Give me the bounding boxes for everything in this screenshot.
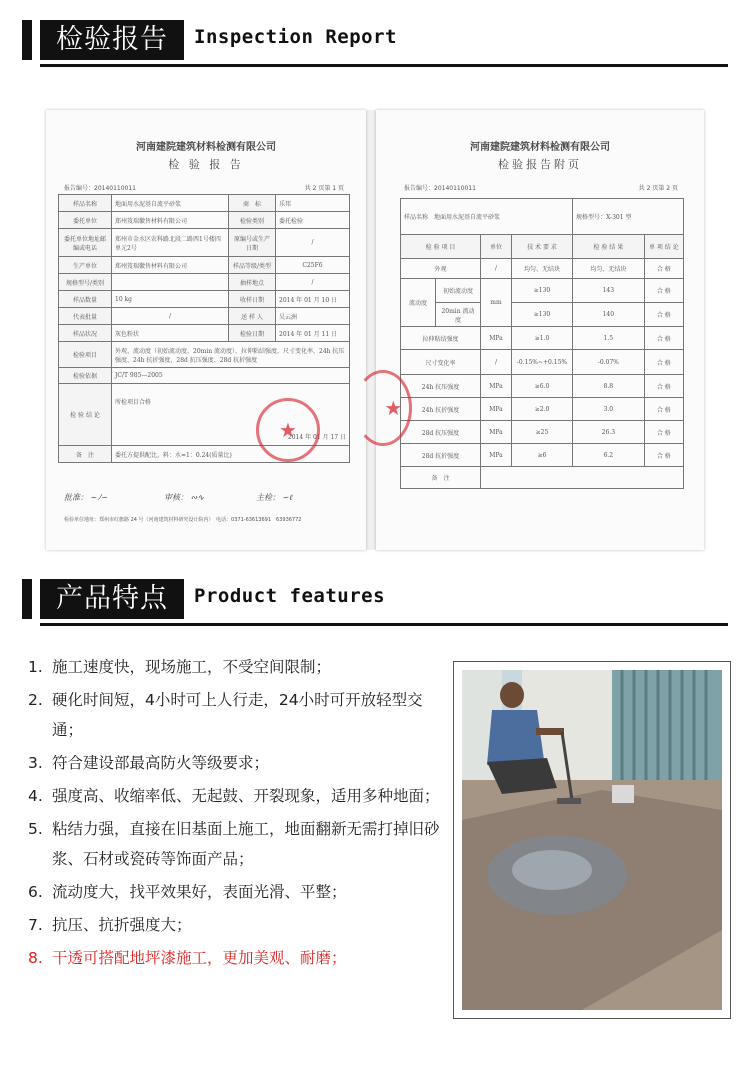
cell: 尺寸变化率 [401, 350, 481, 375]
cell: 代表批量 [59, 308, 112, 325]
cell: 生产单位 [59, 257, 112, 274]
feature-text: 粘结力强，直接在旧基面上施工，地面翻新无需打掉旧砂浆、石材或瓷砖等饰面产品； [52, 820, 440, 868]
cell: 初始流动度 [436, 279, 481, 303]
cell: 检 验 项 目 [401, 235, 481, 259]
section-title-en: Product features [194, 585, 386, 607]
feature-number: 1. [28, 658, 43, 676]
cell: mm [481, 279, 512, 327]
main-check-label: 主检： [256, 493, 280, 502]
feature-number: 2. [28, 691, 43, 709]
cell: 检验依据 [59, 368, 112, 384]
cell: 郑州笈瑞徽售材料有限公司 [112, 257, 229, 274]
cell: 委托单位地址邮编或电话 [59, 229, 112, 257]
feature-number: 4. [28, 787, 43, 805]
cell: ≥130 [512, 303, 573, 327]
cell: 合 格 [644, 375, 683, 398]
cell: C25F6 [276, 257, 350, 274]
doc2-title: 检验报告附页 [498, 158, 582, 171]
cell: ≥130 [512, 279, 573, 303]
inspection-documents [46, 110, 704, 550]
cell: MPa [481, 398, 512, 421]
doc2-report-no: 报告编号：20140110011 [404, 185, 476, 192]
construction-photo-frame [453, 661, 731, 1019]
doc2-org: 河南建院建筑材料检测有限公司 [470, 142, 610, 153]
feature-item [28, 910, 448, 940]
official-seal: ★ [256, 398, 320, 462]
cell: 送 样 人 [229, 308, 276, 325]
cell: 143 [573, 279, 645, 303]
approve-signature: 批准： ∼ﾉ∽ [64, 493, 108, 502]
feature-item [28, 814, 448, 874]
cell: MPa [481, 421, 512, 444]
cell: 商 标 [229, 195, 276, 212]
cell: / [481, 259, 512, 279]
section-header-features [22, 579, 728, 619]
cell: 样品数量 [59, 291, 112, 308]
cell: 备 注 [401, 467, 481, 489]
feature-number: 5. [28, 820, 43, 838]
feature-item [28, 781, 448, 811]
inspection-report-page-2 [376, 110, 704, 550]
cell: 样品等级/类型 [229, 257, 276, 274]
cell: 地面用水泥基自流平砂浆 [112, 195, 229, 212]
feature-text: 硬化时间短，4小时可上人行走，24小时可开放轻型交通； [52, 691, 423, 739]
cell: MPa [481, 444, 512, 467]
cell: 合 格 [644, 259, 683, 279]
cell: 28d 抗压强度 [401, 421, 481, 444]
feature-text: 施工速度快，现场施工，不受空间限制； [52, 658, 332, 676]
cell: MPa [481, 327, 512, 350]
doc1-pages: 共 2 页第 1 页 [304, 185, 344, 192]
doc1-footer: 检验单位地址：郑州市红旗路 24 号（河南建筑材料研究设计院内） 电话：0371-63613691 63936772 [64, 517, 302, 523]
self-leveling-floor-photo [462, 670, 722, 1010]
cell: 均匀、无结块 [512, 259, 573, 279]
cell: 合 格 [644, 303, 683, 327]
cell: 2014 年 01 月 10 日 [276, 291, 350, 308]
construction-photo [462, 670, 722, 1010]
main-check-signature: 主检： ∽ℓ [256, 493, 293, 502]
cell: 6.2 [573, 444, 645, 467]
cell: 检验项目 [59, 342, 112, 368]
cell: 郑州笈瑞徽售材料有限公司 [112, 212, 229, 229]
cell: 合 格 [644, 279, 683, 303]
cell: 外观 [401, 259, 481, 279]
cell: 规格型号：X-301 型 [573, 199, 684, 235]
cell: 8.8 [573, 375, 645, 398]
feature-item [28, 748, 448, 778]
inspection-report-page-1 [46, 110, 366, 550]
cell: / [481, 350, 512, 375]
feature-number: 8. [28, 949, 43, 967]
feature-text: 强度高、收缩率低、无起鼓、开裂现象，适用多种地面； [52, 787, 440, 805]
feature-item [28, 652, 448, 682]
doc1-org: 河南建院建筑材料检测有限公司 [136, 142, 276, 153]
cell: 拉伸粘结强度 [401, 327, 481, 350]
cell: 检验类别 [229, 212, 276, 229]
cell: 郑州市金水区农科路北段二路西1号楼四单元2号 [112, 229, 229, 257]
cell: ≥25 [512, 421, 573, 444]
feature-number: 7. [28, 916, 43, 934]
cell: 收样日期 [229, 291, 276, 308]
cell [112, 274, 229, 291]
approve-label: 批准： [64, 493, 88, 502]
cell: 1.5 [573, 327, 645, 350]
cell: 单位 [481, 235, 512, 259]
cell: 2014 年 01 月 11 日 [276, 325, 350, 342]
cell: / [276, 274, 350, 291]
cell: 原编号或生产日期 [229, 229, 276, 257]
sample-name-value: 地面用水泥基自流平砂浆 [434, 214, 501, 221]
cell: 检 验 结 果 [573, 235, 645, 259]
cell: 规格型号/类别 [59, 274, 112, 291]
sample-name-label: 样品名称 [404, 214, 429, 221]
cell: 样品状况 [59, 325, 112, 342]
cell: ≥6 [512, 444, 573, 467]
cell: 委托检验 [276, 212, 350, 229]
conclusion-text: 所检项目合格 [115, 398, 152, 406]
feature-item [28, 685, 448, 745]
feature-text: 抗压、抗折强度大； [52, 916, 192, 934]
feature-text: 流动度大，找平效果好，表面光滑、平整； [52, 883, 347, 901]
header-rule [40, 64, 728, 67]
cell: 合 格 [644, 444, 683, 467]
audit-label: 审核： [164, 493, 188, 502]
cell: / [112, 308, 229, 325]
audit-signature: 审核： ∾∿ [164, 493, 204, 502]
feature-text: 干透可搭配地坪漆施工，更加美观、耐磨； [52, 949, 347, 967]
cell: / [276, 229, 350, 257]
cell: 样品名称 [59, 195, 112, 212]
section-header-inspection [22, 20, 728, 60]
cell: 合 格 [644, 350, 683, 375]
feature-text: 符合建设部最高防火等级要求； [52, 754, 270, 772]
cell: JC/T 985—2005 [112, 368, 350, 384]
cell: -0.07% [573, 350, 645, 375]
cell: 20min 流动度 [436, 303, 481, 327]
header-rule [40, 623, 728, 626]
cell: 合 格 [644, 398, 683, 421]
cell: 合 格 [644, 421, 683, 444]
cell [481, 467, 684, 489]
cell: ≥2.0 [512, 398, 573, 421]
doc2-pages: 共 2 页第 2 页 [638, 185, 678, 192]
doc1-report-no: 报告编号：20140110011 [64, 185, 136, 192]
feature-item-highlight [28, 943, 448, 973]
cell: -0.15%~+0.15% [512, 350, 573, 375]
cell: 单 项 结 论 [644, 235, 683, 259]
feature-number: 3. [28, 754, 43, 772]
feature-item [28, 877, 448, 907]
cell: 乐邦 [276, 195, 350, 212]
cell: ≥6.0 [512, 375, 573, 398]
header-bar [22, 579, 32, 619]
cell: 28d 抗折强度 [401, 444, 481, 467]
cell: 24h 抗压强度 [401, 375, 481, 398]
edge-seal: ★ [354, 370, 412, 446]
section-title-cn: 检验报告 [40, 20, 184, 60]
section-title-cn: 产品特点 [40, 579, 184, 619]
cell: 26.3 [573, 421, 645, 444]
doc2-table [400, 198, 684, 489]
section-title-en: Inspection Report [194, 26, 397, 48]
cell: 合 格 [644, 327, 683, 350]
cell: 检验日期 [229, 325, 276, 342]
feature-number: 6. [28, 883, 43, 901]
cell: 流动度 [401, 279, 436, 327]
cell: 140 [573, 303, 645, 327]
cell: 外观、流动度（初始流动度、20min 流动度）、拉伸粘结强度、尺寸变化率、24h 抗压强度、24h 抗折强度、28d 抗压强度、28d 抗折强度 [112, 342, 350, 368]
issue-date: 2014 年 01 月 17 日 [287, 433, 346, 441]
doc1-title: 检 验 报 告 [168, 158, 244, 171]
cell: ≥1.0 [512, 327, 573, 350]
cell: 抽样地点 [229, 274, 276, 291]
features-list [28, 652, 448, 973]
cell: 技 术 要 求 [512, 235, 573, 259]
header-bar [22, 20, 32, 60]
cell [401, 199, 573, 235]
cell: 委托单位 [59, 212, 112, 229]
cell: 24h 抗折强度 [401, 398, 481, 421]
cell: 10 kg [112, 291, 229, 308]
cell: 备 注 [59, 446, 112, 463]
cell: 检 验 结 论 [59, 384, 112, 446]
cell: 委托方提供配比，料：水=1：0.24(质量比) [112, 446, 350, 463]
cell: 吴云洲 [276, 308, 350, 325]
cell: MPa [481, 375, 512, 398]
cell: 均匀、无结块 [573, 259, 645, 279]
cell: 3.0 [573, 398, 645, 421]
cell: 灰色粉状 [112, 325, 229, 342]
